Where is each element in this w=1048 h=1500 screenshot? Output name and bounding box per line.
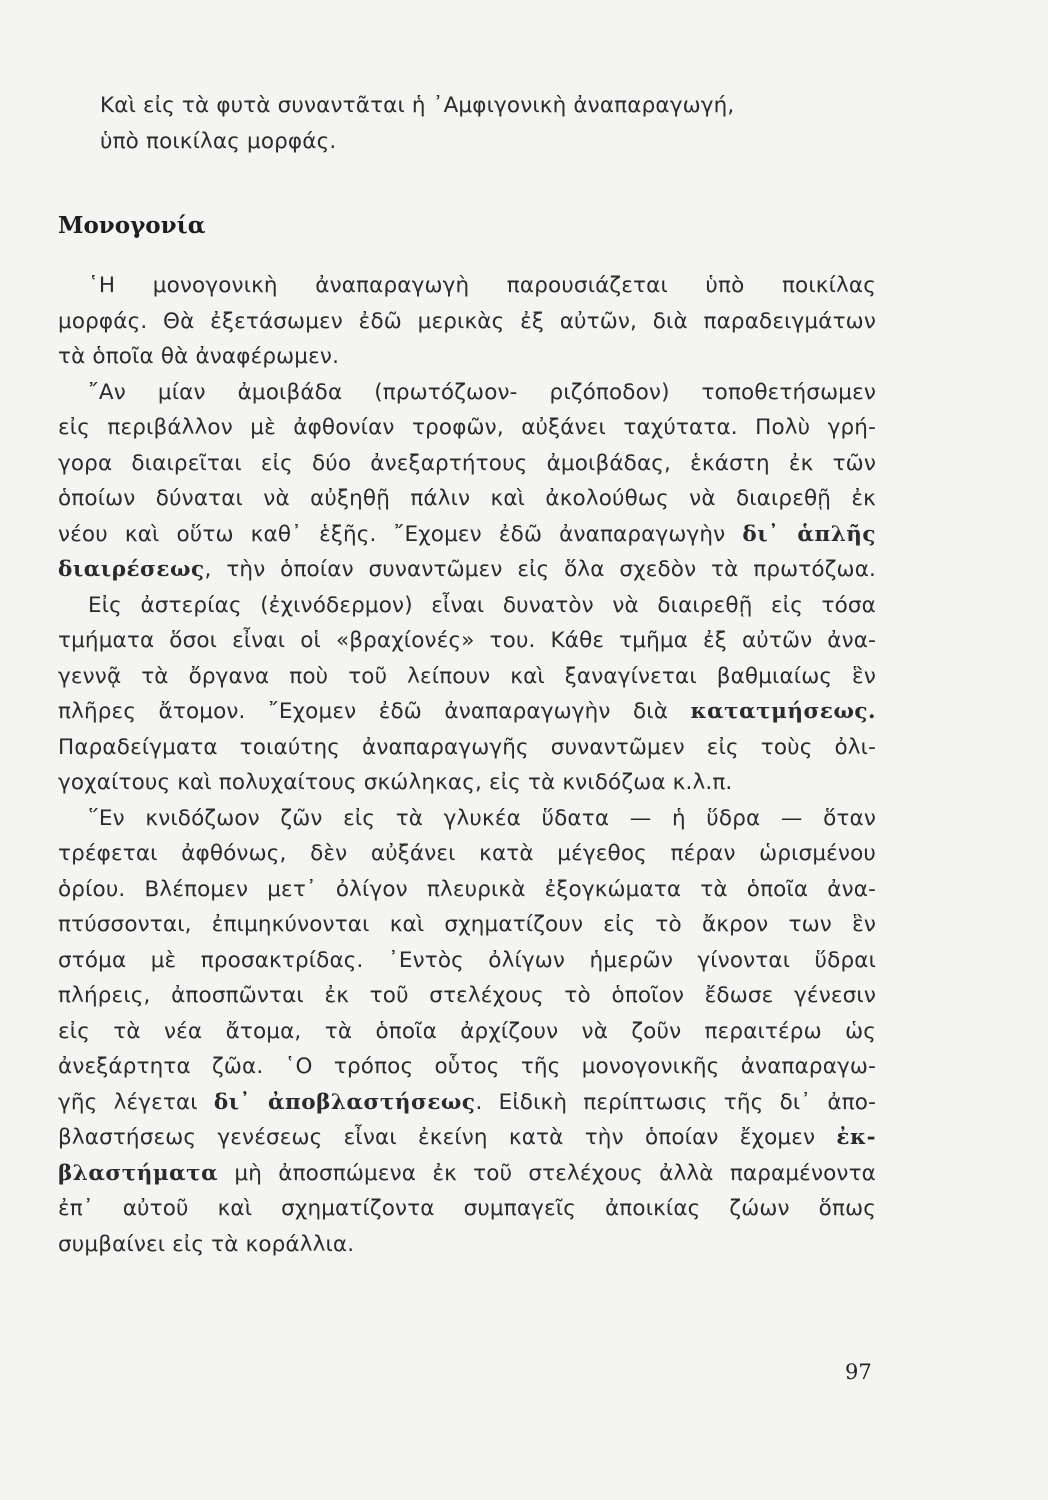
text-line: Καὶ εἰς τὰ φυτὰ συναντᾶται ἡ ᾿Αμφιγονικὴ ἀναπαραγωγή, [100, 93, 735, 118]
emphasis-term: ἐκ- [836, 1125, 876, 1150]
text-line: ὑπὸ ποικίλας μορφάς. [100, 128, 337, 154]
text-line: ῞Εν κνιδόζωον ζῶν εἰς τὰ γλυκέα ὕδατα — ἡ ὕδρα — ὅταν [88, 805, 876, 831]
text-line: μορφάς. Θὰ ἐξετάσωμεν ἐδῶ μερικὰς ἐξ αὐτῶν, διὰ παραδειγμάτων [58, 308, 876, 334]
text-line: συμβαίνει εἰς τὰ κοράλλια. [58, 1231, 355, 1257]
section-body [58, 268, 876, 1262]
text-run: μὴ ἀποσπώμενα ἐκ τοῦ στελέχους ἀλλὰ παραμένοντα [218, 1160, 876, 1186]
text-line: γορα διαιρεῖται εἰς δύο ἀνεξαρτήτους ἀμοιβάδας, ἑκάστη ἐκ τῶν [58, 450, 876, 476]
text-line: εἰς περιβάλλον μὲ ἀφθονίαν τροφῶν, αὐξάνει ταχύτατα. Πολὺ γρή- [58, 415, 876, 440]
text-line: Εἰς ἀστερίας (ἐχινόδερμον) εἶναι δυνατὸν νὰ διαιρεθῇ εἰς τόσα [88, 592, 876, 618]
text-run: πλῆρες ἄτομον. ῎Εχομεν ἐδῶ ἀναπαραγωγὴν διὰ [58, 699, 691, 724]
emphasis-term: βλαστήματα [58, 1160, 219, 1186]
text-line [58, 694, 876, 730]
intro-paragraph [100, 88, 870, 159]
text-line: τμήματα ὅσοι εἶναι οἱ «βραχίονές» του. Κάθε τμῆμα ἐξ αὐτῶν ἀνα- [58, 628, 876, 653]
text-run: . Εἰδικὴ περίπτωσις τῆς δι᾿ ἀπο- [475, 1089, 876, 1115]
text-run: , τὴν ὁποίαν συναντῶμεν εἰς ὅλα σχεδὸν τὰ πρωτόζωα. [204, 557, 876, 582]
text-line: ἀνεξάρτητα ζῶα. ῾Ο τρόπος οὗτος τῆς μονογονικῆς ἀναπαραγω- [58, 1054, 876, 1079]
text-line [58, 1120, 876, 1156]
text-run: βλαστήσεως γενέσεως εἶναι ἐκείνη κατὰ τὴν ὁποίαν ἔχομεν [58, 1125, 837, 1150]
text-line: ὁρίου. Βλέπομεν μετ᾿ ὀλίγον πλευρικὰ ἐξογκώματα τὰ ὁποῖα ἀνα- [58, 876, 876, 902]
text-line: πλήρεις, ἀποσπῶνται ἐκ τοῦ στελέχους τὸ ὁποῖον ἔδωσε γένεσιν [58, 983, 876, 1008]
emphasis-term: δι᾿ ἀποβλαστήσεως [213, 1089, 476, 1115]
text-line: ἐπ᾿ αὐτοῦ καὶ σχηματίζοντα συμπαγεῖς ἀποικίας ζώων ὅπως [58, 1196, 876, 1221]
text-line: ῎Αν μίαν ἀμοιβάδα (πρωτόζωον- ριζόποδον) τοποθετήσωμεν [88, 379, 876, 405]
text-line: Παραδείγματα τοιαύτης ἀναπαραγωγῆς συναντῶμεν εἰς τοὺς ὀλι- [58, 734, 876, 760]
text-line: στόμα μὲ προσακτρίδας. ᾿Εντὸς ὀλίγων ἡμερῶν γίνονται ὕδραι [58, 947, 876, 973]
page-number: 97 [845, 1360, 872, 1384]
text-run: νέου καὶ οὕτω καθ᾿ ἑξῆς. ῎Εχομεν ἐδῶ ἀναπαραγωγὴν [58, 521, 743, 547]
text-line: γοχαίτους καὶ πολυχαίτους σκώληκας, εἰς τὰ κνιδόζωα κ.λ.π. [58, 770, 733, 795]
text-line: εἰς τὰ νέα ἄτομα, τὰ ὁποῖα ἀρχίζουν νὰ ζοῦν περαιτέρω ὡς [58, 1018, 876, 1044]
text-line [58, 552, 876, 588]
text-line: ῾Η μονογονικὴ ἀναπαραγωγὴ παρουσιάζεται ὑπὸ ποικίλας [88, 273, 876, 298]
text-line [58, 1156, 876, 1192]
emphasis-term: διαιρέσεως [58, 557, 205, 582]
text-line [58, 1085, 876, 1121]
text-line: τὰ ὁποῖα θὰ ἀναφέρωμεν. [58, 344, 340, 369]
text-line [58, 517, 876, 553]
section-heading: Μονογονία [58, 212, 206, 239]
emphasis-term: δι᾿ ἁπλῆς [742, 521, 876, 547]
text-line: πτύσσονται, ἐπιμηκύνονται καὶ σχηματίζουν εἰς τὸ ἄκρον των ἓν [58, 912, 876, 937]
text-line: ὁποίων δύναται νὰ αὐξηθῇ πάλιν καὶ ἀκολούθως νὰ διαιρεθῇ ἐκ [58, 486, 876, 511]
text-line: γεννᾷ τὰ ὄργανα ποὺ τοῦ λείπουν καὶ ξαναγίνεται βαθμιαίως ἓν [58, 663, 876, 689]
emphasis-term: κατατμήσεως. [690, 699, 876, 724]
text-run: γῆς λέγεται [58, 1089, 214, 1115]
text-line: τρέφεται ἀφθόνως, δὲν αὐξάνει κατὰ μέγεθος πέραν ὡρισμένου [58, 841, 876, 866]
